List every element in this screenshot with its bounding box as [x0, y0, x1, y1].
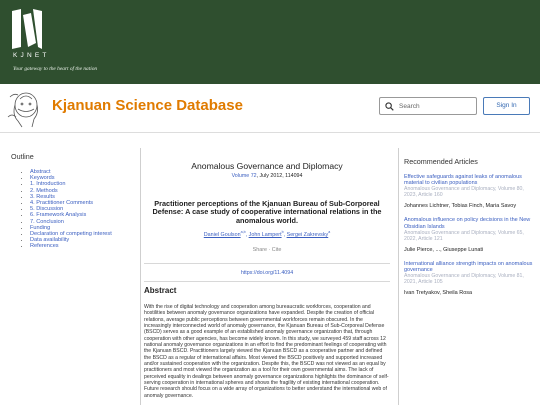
- top-banner: [0, 0, 540, 84]
- volume-link[interactable]: Volume 72: [231, 173, 257, 179]
- outline-link-discussion[interactable]: 5. Discussion: [30, 206, 64, 213]
- author-link[interactable]: Sergei Zakrevsky: [286, 232, 329, 239]
- author-link[interactable]: John Lampert: [248, 232, 282, 239]
- recommended-item-title[interactable]: Effective safeguards against leaks of anomalous material to civilian populations: [404, 174, 522, 187]
- abstract-heading: Abstract: [144, 286, 177, 296]
- recommended-title: Recommended Articles: [404, 157, 478, 166]
- site-title[interactable]: Kjanuan Science Database: [52, 97, 243, 114]
- recommended-item-journal: Anomalous Governance and Diplomacy, Volume 80, 2023, Article 160: [404, 186, 524, 199]
- recommended-item-authors: Ivan Tretyakov, Sheila Rosa: [404, 290, 473, 297]
- outline-link-abstract[interactable]: Abstract: [30, 169, 51, 175]
- search-icon: [385, 102, 394, 111]
- head-illustration-icon: [4, 87, 46, 129]
- logo-wordmark: KJNET: [13, 52, 50, 59]
- cite-button[interactable]: Cite: [271, 247, 282, 254]
- search-box[interactable]: [379, 97, 477, 115]
- outline-link-funding[interactable]: Funding: [30, 224, 51, 231]
- abstract-text: With the rise of digital technology and cooperation among bureaucratic workforces, cooperation and hostilities between anomaly governance organizations have expanded. Despite the creation of official relations, average public perceptions between governmental workforces remain obscured. In the increasingly interconnected world of anomaly governance, the Kjanuan Bureau of Sub-Corporeal Defense (BSCD) serves as a good example of an established anomaly governance organization that, through cooperation with other agencies, has become widely known. In this study, we surveyed 459 staff across 12 national anomaly governance organizations in an effort to find the predominant feelings of cooperating with the Kjanuan BSCD. Practitioners largely viewed the Kjanuan BSCD as a cooperative partner and defined the BSCD as a regular of international affairs. Most viewed the BSCD positively and supported increased and/or sustained cooperation with the organization. Despite this, the BSCD was not viewed as an equal by practitioners and most viewed the organization as a tool for their own governmental aims. The lack of perceived equality in dealings between anomaly governance organizations highlights the dominance of self-serving cooperation in international spheres and shows the fragility of existing international cooperation. Future research should focus on a wide array of organizations to better understand the international web of anomaly governance.: [144, 304, 389, 399]
- publication-date: , July 2012, 114094: [256, 173, 303, 179]
- separator: ·: [268, 247, 271, 254]
- kjnet-logo-icon[interactable]: [12, 9, 42, 49]
- author-affiliation: a: [328, 230, 331, 235]
- outline-link-competing-interest[interactable]: Declaration of competing interest: [30, 231, 112, 238]
- article-main: [140, 150, 394, 399]
- outline-link-results[interactable]: 3. Results: [30, 193, 55, 200]
- outline-link-data-availability[interactable]: Data availability: [30, 237, 70, 244]
- outline-link-framework-analysis[interactable]: 6. Framework Analysis: [30, 212, 87, 219]
- outline-item: [30, 243, 136, 249]
- outline-link-introduction[interactable]: 1. Introduction: [30, 181, 66, 188]
- outline-title: Outline: [11, 152, 34, 161]
- journal-name[interactable]: Anomalous Governance and Diplomacy: [191, 161, 343, 171]
- recommended-item-journal: Anomalous Governance and Diplomacy, Volume 81, 2021, Article 105: [404, 273, 524, 286]
- divider: [144, 281, 390, 282]
- divider: [144, 263, 390, 264]
- author-affiliation: a,b: [240, 230, 246, 235]
- doi-link[interactable]: https://doi.org/11.4094: [240, 270, 294, 277]
- recommended-item: [404, 261, 534, 296]
- outline-link-references[interactable]: References: [30, 243, 59, 250]
- recommended-item-authors: Julie Pierce, ..., Giuseppe Lunati: [404, 246, 484, 253]
- article-title: Practitioner perceptions of the Kjanuan Bureau of Sub-Corporeal Defense: A case study of cooperative international relations in the anomalous world.: [152, 199, 382, 225]
- author-list: Daniel Goulson$^{a,b}$, John Lampert$^b$, Sergei Zakrevsky$^a$: [203, 230, 331, 239]
- right-divider: [398, 148, 399, 405]
- recommended-panel: [404, 150, 534, 296]
- outline-link-keywords[interactable]: Keywords: [30, 175, 55, 182]
- recommended-item: [404, 217, 534, 252]
- outline-list: [8, 169, 136, 250]
- share-cite-row: [140, 247, 394, 253]
- recommended-item-title[interactable]: Anomalous influence on policy decisions in the New Obsidian Islands: [404, 217, 531, 230]
- tagline: Your gateway to the heart of the nation: [13, 66, 98, 72]
- outline-panel: [8, 152, 136, 250]
- recommended-item-title[interactable]: International alliance strength impacts on anomalous governance: [404, 260, 533, 274]
- search-input[interactable]: [399, 103, 469, 110]
- outline-link-conclusion[interactable]: 7. Conclusion: [30, 218, 64, 225]
- outline-link-methods[interactable]: 2. Methods: [30, 187, 58, 194]
- recommended-item-journal: Anomalous Governance and Diplomacy, Volume 65, 2022, Article 121: [404, 229, 524, 242]
- journal-meta: [140, 173, 394, 179]
- recommended-item-authors: Johannes Lichtner, Tobias Finch, Maria Savoy: [404, 203, 517, 210]
- recommended-item: [404, 174, 534, 209]
- share-button[interactable]: Share: [252, 247, 267, 254]
- author-link[interactable]: Daniel Goulson: [203, 232, 241, 239]
- sign-in-button[interactable]: Sign In: [483, 97, 530, 115]
- outline-link-practitioner-comments[interactable]: 4. Practitioner Comments: [30, 200, 94, 207]
- author-affiliation: b: [281, 230, 284, 235]
